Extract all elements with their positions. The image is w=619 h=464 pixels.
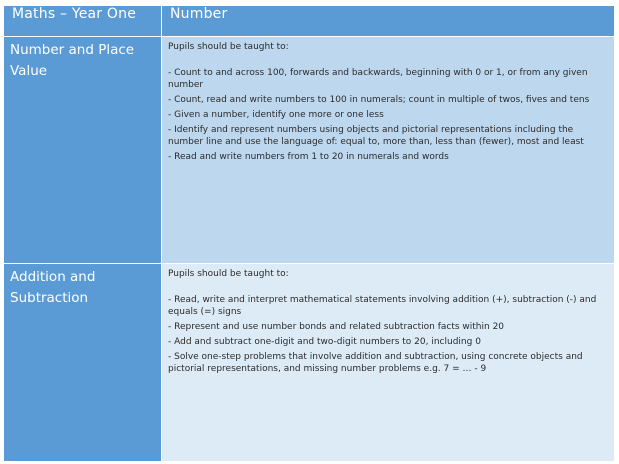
header-topic-cell: [162, 6, 615, 37]
list-item: - Solve one-step problems that involve addition and subtraction, using concrete objects and pictorial representations, and missing number problems e.g. 7 = … - 9: [168, 352, 583, 374]
section-content-cell: [162, 264, 615, 462]
list-item: - Count, read and write numbers to 100 in numerals; count in multiple of twos, fives and tens: [168, 95, 590, 105]
section-title: Number and Place Value: [10, 42, 135, 79]
section-title: Addition and Subtraction: [10, 269, 96, 306]
section-row-number-place-value: [4, 37, 615, 264]
curriculum-table: [3, 5, 615, 462]
section-row-addition-subtraction: [4, 264, 615, 462]
list-item: - Count to and across 100, forwards and backwards, beginning with 0 or 1, or from any given number: [168, 68, 588, 90]
section-title-cell: [4, 264, 162, 462]
list-item: - Read and write numbers from 1 to 20 in numerals and words: [168, 152, 449, 162]
section-title-cell: [4, 37, 162, 264]
header-subject-cell: [4, 6, 162, 37]
list-item: - Given a number, identify one more or one less: [168, 110, 384, 120]
list-item: - Identify and represent numbers using objects and pictorial representations including the number line and use the language of: equal to, more than, less than (fewer), most and least: [168, 125, 584, 147]
list-item: - Add and subtract one-digit and two-digit numbers to 20, including 0: [168, 337, 481, 347]
header-subject: Maths – Year One: [12, 6, 137, 22]
section-content-cell: [162, 37, 615, 264]
section-intro: Pupils should be taught to:: [168, 42, 289, 52]
list-item: - Represent and use number bonds and related subtraction facts within 20: [168, 322, 505, 332]
header-topic: Number: [170, 6, 228, 22]
header-row: [4, 6, 615, 37]
list-item: - Read, write and interpret mathematical statements involving addition (+), subtraction (-) and equals (=) signs: [168, 295, 597, 317]
section-intro: Pupils should be taught to:: [168, 269, 289, 279]
